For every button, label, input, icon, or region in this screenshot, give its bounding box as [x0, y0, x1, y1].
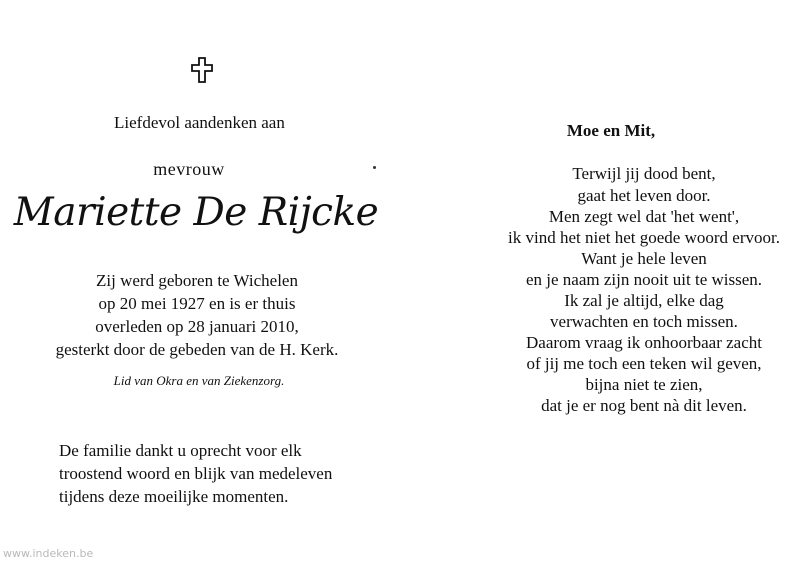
poem-line: bijna niet te zien, [585, 375, 703, 394]
poem-line: gaat het leven door. [577, 186, 711, 205]
honorific: mevrouw [153, 159, 225, 179]
bio-line: gesterkt door de gebeden van de H. Kerk. [55, 340, 339, 359]
poem-line: ik vind het niet het goede woord ervoor. [508, 228, 780, 247]
poem-line: Men zegt wel dat 'het went', [548, 207, 740, 226]
poem-line: dat je er nog bent nà dit leven. [541, 396, 747, 415]
thanks-line: tijdens deze moeilijke momenten. [59, 487, 289, 506]
bio-line: Zij werd geboren te Wichelen [96, 271, 298, 290]
cross-icon [191, 57, 213, 83]
bio-line: op 20 mei 1927 en is er thuis [98, 294, 296, 313]
poem-line: Ik zal je altijd, elke dag [564, 291, 724, 310]
intro-text: Liefdevol aandenken aan [114, 113, 285, 132]
poem-line: verwachten en toch missen. [550, 312, 738, 331]
deceased-name: Mariette De Rijcke [13, 190, 379, 235]
poem-line: Want je hele leven [581, 249, 707, 268]
poem-heading: Moe en Mit, [566, 121, 656, 140]
watermark: www.indeken.be [3, 547, 94, 560]
poem-line: Terwijl jij dood bent, [572, 164, 716, 183]
speck [373, 166, 376, 169]
thanks-line: troostend woord en blijk van medeleven [59, 464, 333, 483]
affiliation: Lid van Okra en van Ziekenzorg. [113, 373, 285, 388]
poem-line: Daarom vraag ik onhoorbaar zacht [526, 333, 762, 352]
thanks-line: De familie dankt u oprecht voor elk [59, 441, 302, 460]
poem-line: of jij me toch een teken wil geven, [526, 354, 762, 373]
bio-line: overleden op 28 januari 2010, [95, 317, 299, 336]
poem-line: en je naam zijn nooit uit te wissen. [525, 270, 763, 289]
